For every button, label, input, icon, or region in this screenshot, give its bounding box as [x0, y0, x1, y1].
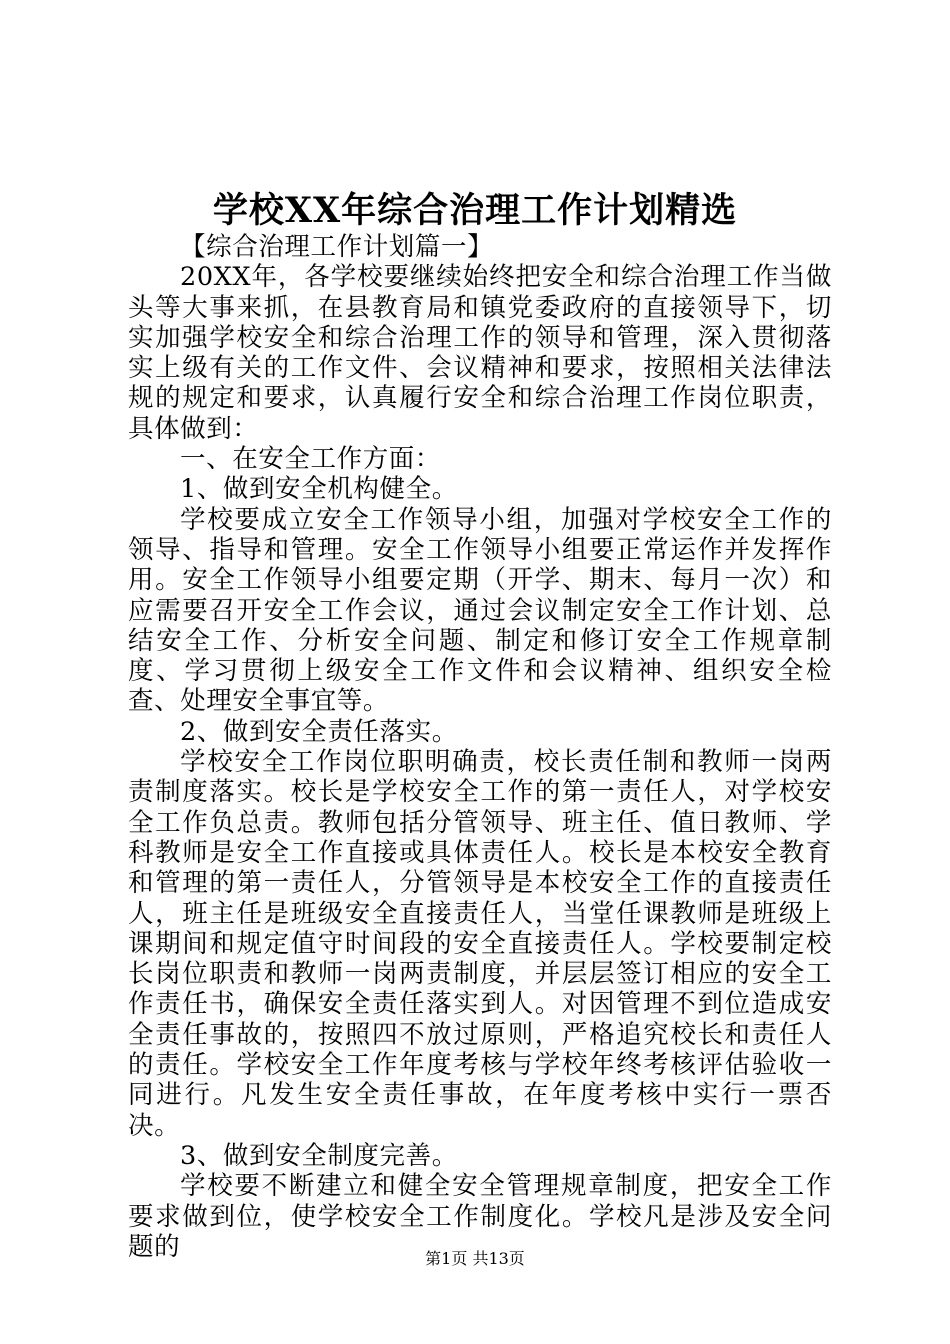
section-heading: 一、在安全工作方面： — [180, 444, 442, 475]
paragraph: 学校安全工作岗位职明确责，校长责任制和教师一岗两责制度落实。校长是学校安全工作的第一责任人，对学校安全工作负总责。教师包括分管领导、班主任、值日教师、学科教师是安全工作直接或具体责任人。校长是本校安全教育和管理的第一责任人，分管领导是本校安全工作的直接责任人，班主任是班级安全直接责任人，当堂任课教师是班级上课期间和规定值守时间段的安全直接责任人。学校要制定校长岗位职责和教师一岗两责制度，并层层签订相应的安全工作责任书，确保安全责任落实到人。对因管理不到位造成安全责任事故的，按照四不放过原则，严格追究校长和责任人的责任。学校安全工作年度考核与学校年终考核评估验收一同进行。凡发生安全责任事故，在年度考核中实行一票否决。 — [128, 747, 832, 1141]
paragraph: 20XX年，各学校要继续始终把安全和综合治理工作当做头等大事来抓，在县教育局和镇党委政府的直接领导下，切实加强学校安全和综合治理工作的领导和管理，深入贯彻落实上级有关的工作文件、会议精神和要求，按照相关法律法规的规定和要求，认真履行安全和综合治理工作岗位职责，具体做到： — [128, 262, 832, 444]
subsection-heading: 3、做到安全制度完善。 — [180, 1140, 458, 1171]
document-title: 学校XX年综合治理工作计划精选 — [212, 190, 738, 231]
subsection-heading: 2、做到安全责任落实。 — [180, 716, 458, 747]
subsection-heading: 1、做到安全机构健全。 — [180, 474, 458, 505]
document-body — [128, 232, 832, 1262]
page-number-footer: 第1页 共13页 — [425, 1249, 525, 1268]
paragraph: 学校要不断建立和健全安全管理规章制度，把安全工作要求做到位，使学校安全工作制度化。学校凡是涉及安全问题的 — [128, 1171, 832, 1262]
paragraph: 学校要成立安全工作领导小组，加强对学校安全工作的领导、指导和管理。安全工作领导小组要正常运作并发挥作用。安全工作领导小组要定期（开学、期末、每月一次）和应需要召开安全工作会议，通过会议制定安全工作计划、总结安全工作、分析安全问题、制定和修订安全工作规章制度、学习贯彻上级安全工作文件和会议精神、组织安全检查、处理安全事宜等。 — [128, 504, 832, 717]
section-heading: 【综合治理工作计划篇一】 — [180, 232, 494, 262]
